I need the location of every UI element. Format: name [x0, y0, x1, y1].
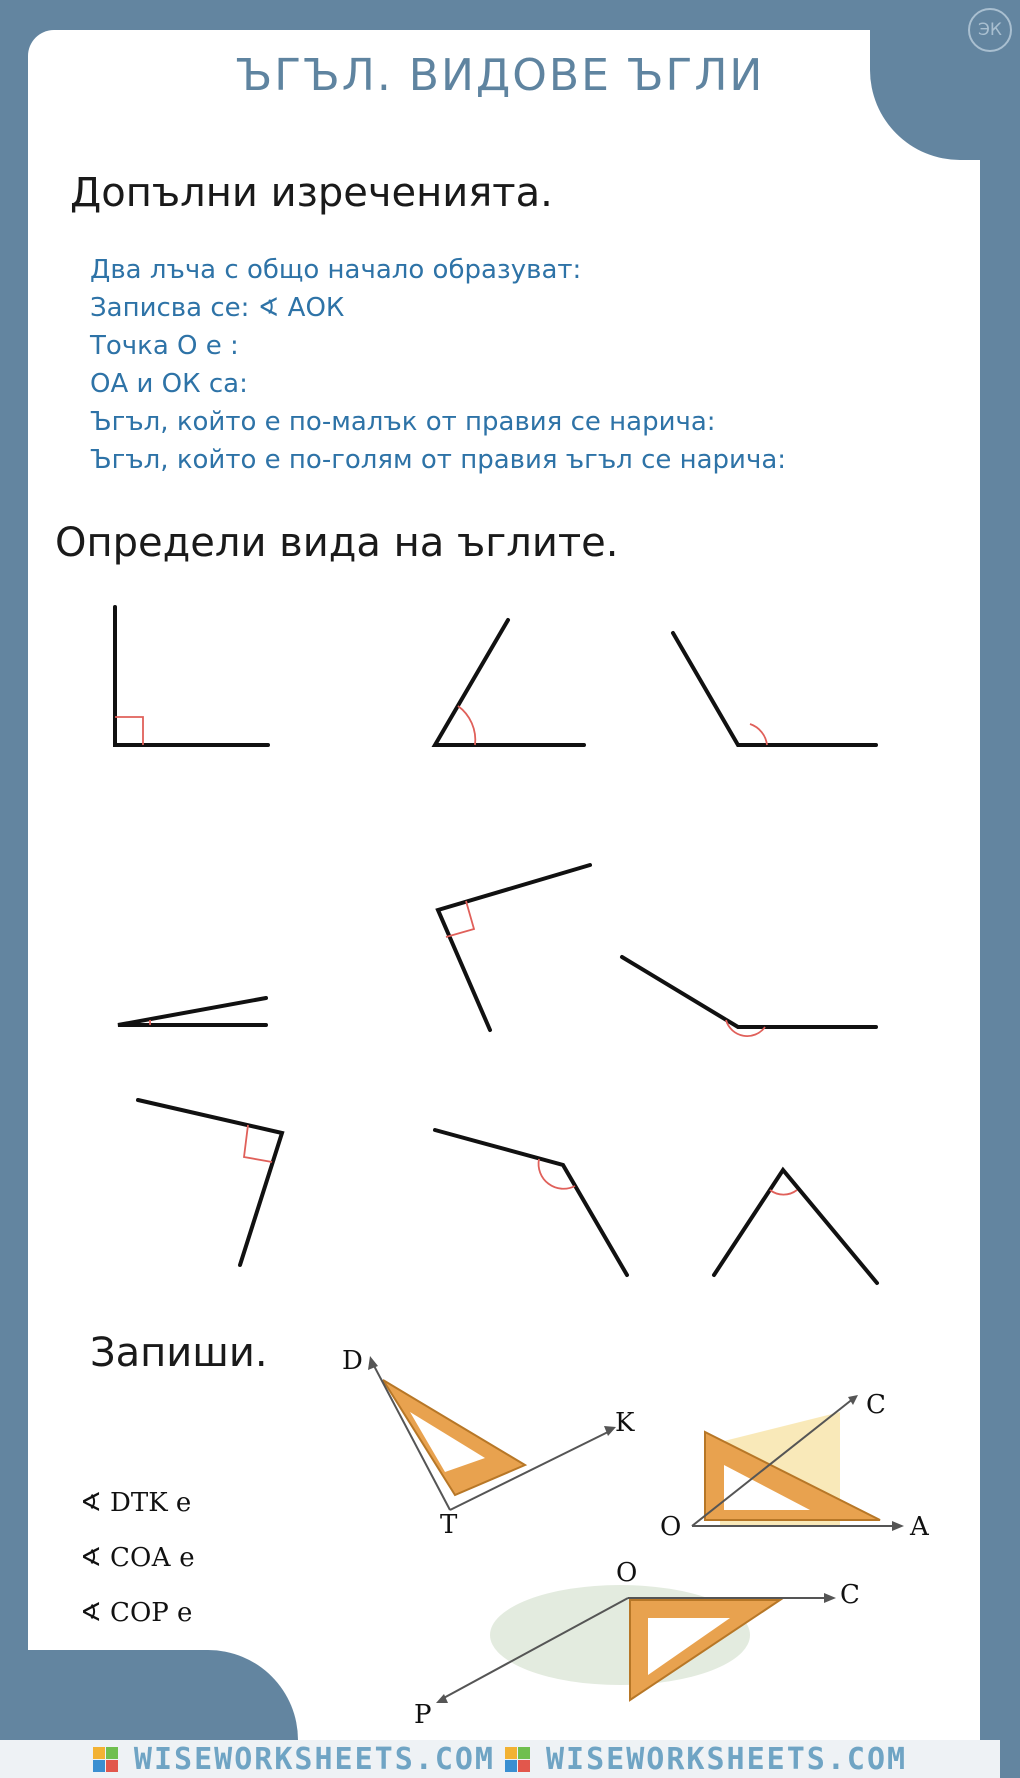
label-a: A — [910, 1512, 929, 1542]
sentence-3: Точка О е : — [90, 331, 239, 361]
label-t: T — [440, 1510, 458, 1540]
label-c1: C — [866, 1390, 886, 1420]
angle-right-3 — [138, 1100, 282, 1265]
angle-obtuse-2 — [622, 957, 876, 1027]
angle-acute-1 — [435, 620, 584, 745]
sentence-5: Ъгъл, който е по-малък от правия се нарича: — [90, 407, 716, 437]
sentence-6: Ъгъл, който е по-голям от правия ъгъл се нарича: — [90, 445, 787, 475]
logo: ЭК — [968, 8, 1012, 52]
sentence-4: ОА и ОК са: — [90, 369, 248, 399]
footer-watermark — [0, 1740, 1000, 1778]
label-o1: O — [660, 1512, 682, 1542]
figure-cop — [436, 1585, 836, 1703]
angle-acute-3 — [714, 1170, 877, 1283]
item-coa: ∢ СОА е — [80, 1543, 195, 1573]
label-d: D — [342, 1346, 363, 1376]
section1-heading: Допълни изреченията. — [70, 170, 553, 216]
item-dtk: ∢ DTK е — [80, 1488, 192, 1518]
angle-right-1 — [115, 607, 268, 745]
sentence-2: Записва се: ∢ АОК — [90, 293, 345, 323]
watermark-text: WISEWORKSHEETS.COM — [133, 1741, 495, 1777]
angle-obtuse-1 — [673, 633, 876, 745]
label-k: K — [615, 1408, 635, 1438]
page-title: ЪГЪЛ. ВИДОВЕ ЪГЛИ — [235, 50, 765, 101]
watermark-text: WISEWORKSHEETS.COM — [546, 1741, 908, 1777]
watermark-logo-icon — [93, 1747, 118, 1772]
sentence-1: Два лъча с общо начало образуват: — [90, 255, 582, 285]
label-o2: O — [616, 1558, 638, 1588]
label-p: P — [414, 1700, 432, 1730]
angle-right-2 — [438, 865, 590, 1030]
section3-heading: Запиши. — [90, 1330, 268, 1376]
item-cop: ∢ СОР е — [80, 1598, 193, 1628]
angle-acute-2 — [118, 998, 266, 1025]
figure-dtk — [368, 1356, 616, 1510]
angle-obtuse-3 — [435, 1130, 627, 1275]
watermark-logo-icon — [505, 1747, 530, 1772]
section2-heading: Определи вида на ъглите. — [55, 520, 619, 566]
label-c2: C — [840, 1580, 860, 1610]
